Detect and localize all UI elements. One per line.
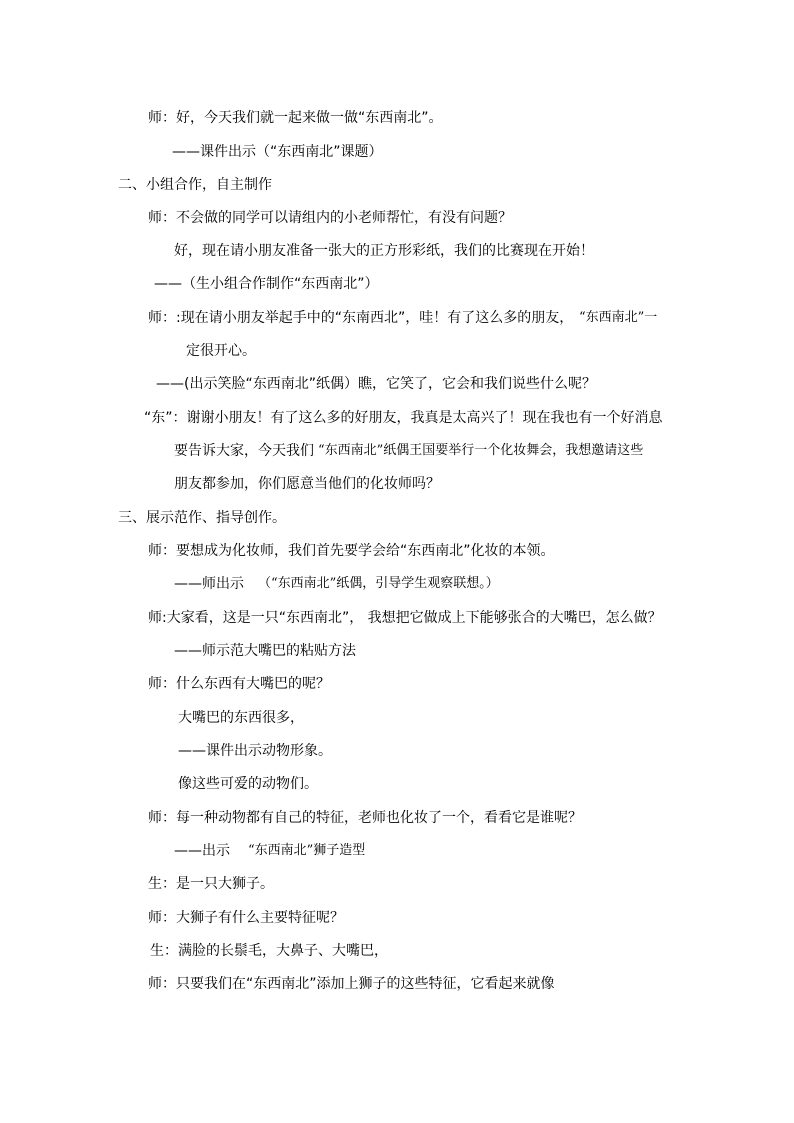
text-line: 师：大狮子有什么主要特征呢？ <box>148 910 344 926</box>
text-line: 定很开心。 <box>186 343 256 359</box>
text-line: 像这些可爱的动物们。 <box>178 776 318 792</box>
text-line: 朋友都参加，你们愿意当他们的化妆师吗？ <box>174 476 440 492</box>
text-line: 师:大家看，这是一只“东西南北”， 我想把它做成上下能够张合的大嘴巴，怎么做？ <box>148 610 662 626</box>
text-line: 生：满脸的长鬃毛，大鼻子、大嘴巴， <box>150 943 388 959</box>
text-line: ——师示范大嘴巴的粘贴方法 <box>174 643 356 659</box>
section-heading: 三、展示范作、指导创作。 <box>118 510 286 526</box>
text-line: 师：要想成为化妆师，我们首先要学会给“东西南北”化妆的本领。 <box>148 543 555 559</box>
text-line: 生：是一只大狮子。 <box>148 876 274 892</box>
text-line: ——课件出示动物形象。 <box>178 743 332 759</box>
text-line: “东”：谢谢小朋友！有了这么多的好朋友，我真是太高兴了！现在我也有一个好消息 <box>144 410 663 426</box>
text-line: 要告诉大家，今天我们 <box>174 443 314 459</box>
text-line: （“东西南北”纸偶，引导学生观察联想。） <box>258 576 499 591</box>
text-line: 好，现在请小朋友准备一张大的正方形彩纸，我们的比赛现在开始！ <box>174 243 594 259</box>
text-line: 大嘴巴的东西很多， <box>178 710 304 726</box>
text-line: 师：好，今天我们就一起来做一做“东西南北”。 <box>148 110 443 126</box>
text-line: “东西南北”一 <box>579 310 658 325</box>
text-line: ——(出示笑脸“东西南北”纸偶）瞧，它笑了，它会和我们说些什么呢？ <box>156 376 596 392</box>
text-line: ——（生小组合作制作“东西南北”） <box>154 276 379 292</box>
text-line: 师：每一种动物都有自己的特征，老师也化妆了一个，看看它是谁呢？ <box>148 810 582 826</box>
text-line: ——师出示 <box>174 576 244 592</box>
text-line: 师：:现在请小朋友举起手中的“东南西北”，哇！有了这么多的朋友， <box>148 310 574 326</box>
text-line: 师：只要我们在“东西南北”添加上狮子的这些特征，它看起来就像 <box>148 976 555 992</box>
text-line: ——出示 <box>174 843 230 859</box>
text-line: “东西南北”狮子造型 <box>248 843 366 858</box>
text-line: “东西南北”纸偶王国要举行一个化妆舞会，我想邀请这些 <box>318 443 644 458</box>
text-line: 师：不会做的同学可以请组内的小老师帮忙，有没有问题？ <box>148 210 512 226</box>
text-line: 师：什么东西有大嘴巴的呢？ <box>148 676 330 692</box>
section-heading: 二、小组合作，自主制作 <box>118 177 272 193</box>
text-line: ——课件出示（“东西南北”课题） <box>172 144 383 160</box>
